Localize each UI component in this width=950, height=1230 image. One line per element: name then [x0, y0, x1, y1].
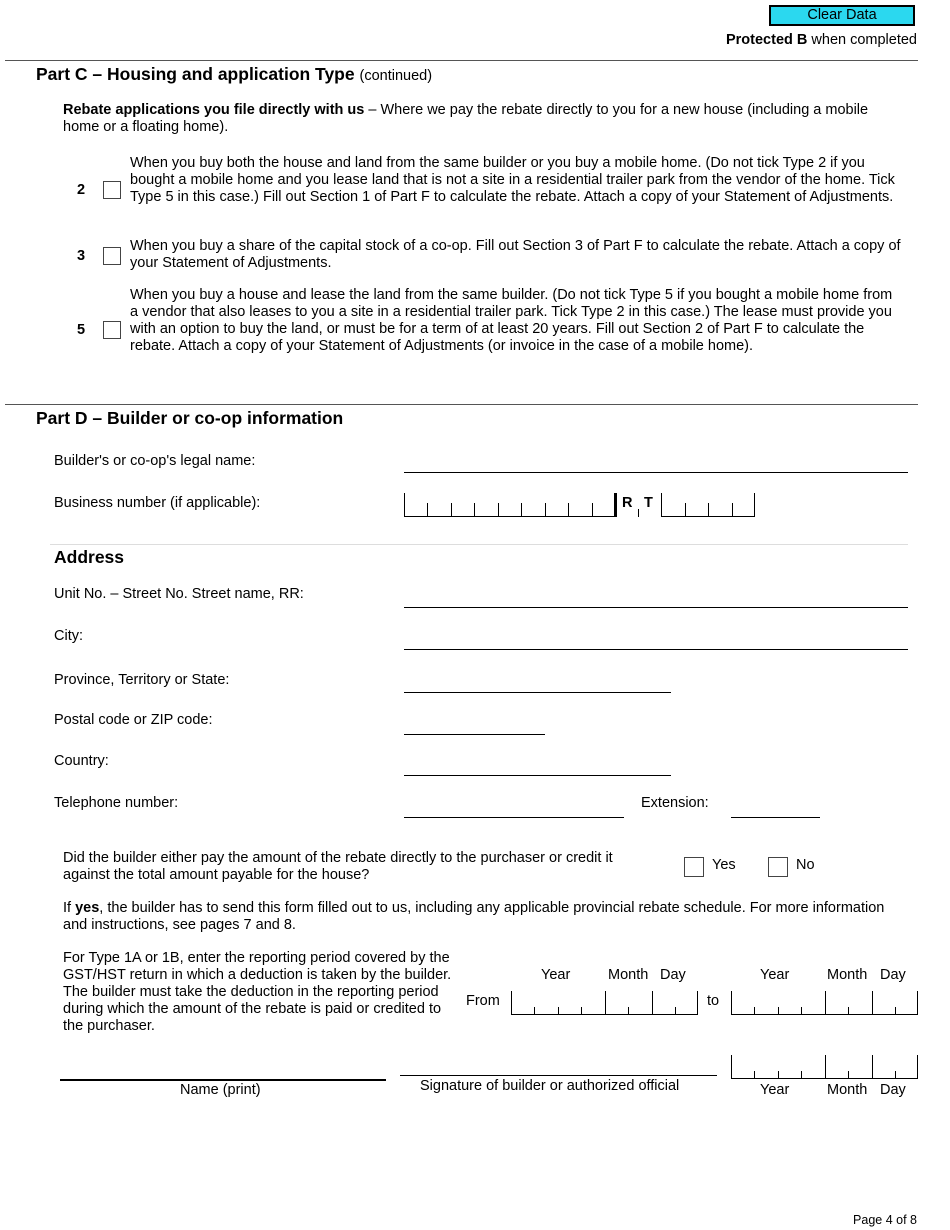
to-date-field[interactable] — [731, 991, 918, 1015]
if-yes-text: , the builder has to send this form filled out to us, including any applicable provincial rebate schedule. For more information and instructions, see pages 7 and 8. — [63, 900, 885, 933]
to-month-label: Month — [827, 967, 868, 983]
extension-label: Extension: — [641, 795, 709, 811]
from-date-field[interactable] — [511, 991, 698, 1015]
type-1-reporting-instructions: For Type 1A or 1B, enter the reporting period covered by the GST/HST return in which a deduction is taken by the builder. The builder must take the deduction in the reporting period during which the amount of the rebate is paid or credited to the purchaser. — [63, 950, 452, 1034]
bn-digits-box — [404, 493, 615, 517]
no-checkbox[interactable] — [768, 857, 788, 877]
bn-t-label: T — [644, 495, 653, 511]
type-3-description: When you buy a share of the capital stock of a co-op. Fill out Section 3 of Part F to calculate the rebate. Attach a copy of your Statement of Adjustments. — [130, 238, 901, 271]
protected-b-notice — [726, 32, 917, 49]
from-month-label: Month — [608, 967, 649, 983]
signature-year-label: Year — [760, 1082, 790, 1098]
signature-label: Signature of builder or authorized official — [420, 1078, 680, 1094]
country-field[interactable] — [404, 775, 671, 776]
divider — [5, 60, 918, 61]
if-yes-instructions — [63, 900, 893, 934]
divider — [5, 404, 918, 405]
street-field[interactable] — [404, 607, 908, 608]
telephone-label: Telephone number: — [54, 795, 179, 811]
type-2-number: 2 — [77, 182, 86, 198]
business-number-field[interactable] — [404, 493, 755, 517]
clear-data-button[interactable]: Clear Data — [769, 5, 915, 26]
type-5-description: When you buy a house and lease the land from the same builder. (Do not tick Type 5 if you bought a mobile home from a vendor that also leases to you a site in a residential trailer park. Tick Type 2 in this case.) The lease must provide you with an option to buy the land, or must be for a term of at least 20 years. Fill out Section 2 of Part F to calculate the rebate. Attach a copy of your Statement of Adjustments (or invoice in the case of a mobile home). — [130, 287, 893, 354]
type-5-number: 5 — [77, 322, 86, 338]
signature-day-label: Day — [880, 1082, 906, 1098]
to-label: to — [707, 993, 720, 1009]
protected-b-suffix: when completed — [811, 32, 917, 48]
part-c-intro-text: – Where we pay the rebate directly to you for a new house (including a mobile home or a floating home). — [63, 102, 869, 135]
yes-checkbox[interactable] — [684, 857, 704, 877]
divider — [50, 544, 908, 545]
type-3-checkbox[interactable] — [103, 247, 121, 265]
part-c-intro — [63, 102, 893, 136]
country-label: Country: — [54, 753, 109, 769]
legal-name-field[interactable] — [404, 472, 908, 473]
province-field[interactable] — [404, 692, 671, 693]
from-year-label: Year — [541, 967, 571, 983]
signature-date-field[interactable] — [731, 1055, 918, 1079]
if-yes-bold: yes — [75, 900, 100, 916]
type-2-description: When you buy both the house and land from the same builder or you buy a mobile home. (Do not tick Type 2 if you bought a mobile home and you lease land that is not a site in a residential trailer park from the vendor of the home. Tick Type 5 in this case.) Fill out Section 1 of Part F to calculate the rebate. Attach a copy of your Statement of Adjustments. — [130, 155, 895, 205]
protected-b-label: Protected B — [725, 32, 808, 48]
to-day-label: Day — [880, 967, 906, 983]
part-c-continued: (continued) — [359, 68, 433, 84]
yes-label: Yes — [712, 857, 736, 873]
to-year-label: Year — [760, 967, 790, 983]
part-c-intro-bold: Rebate applications you file directly with us — [63, 102, 365, 118]
postal-code-label: Postal code or ZIP code: — [54, 712, 213, 728]
signature-field[interactable] — [400, 1075, 717, 1076]
from-day-label: Day — [660, 967, 686, 983]
name-print-label: Name (print) — [180, 1082, 261, 1098]
signature-month-label: Month — [827, 1082, 868, 1098]
type-2-checkbox[interactable] — [103, 181, 121, 199]
postal-code-field[interactable] — [404, 734, 545, 735]
bn-r-label: R — [622, 495, 633, 511]
type-5-checkbox[interactable] — [103, 321, 121, 339]
part-c-title-text: Part C – Housing and application Type — [36, 64, 355, 84]
type-3-number: 3 — [77, 248, 86, 264]
extension-field[interactable] — [731, 817, 820, 818]
if-yes-prefix: If — [63, 900, 72, 916]
street-label: Unit No. – Street No. Street name, RR: — [54, 586, 304, 602]
province-label: Province, Territory or State: — [54, 672, 230, 688]
city-field[interactable] — [404, 649, 908, 650]
name-print-field[interactable] — [60, 1079, 386, 1081]
part-c-title — [36, 66, 432, 85]
legal-name-label: Builder's or co-op's legal name: — [54, 453, 256, 469]
no-label: No — [796, 857, 815, 873]
telephone-field[interactable] — [404, 817, 624, 818]
part-d-title: Part D – Builder or co-op information — [36, 408, 344, 428]
address-heading: Address — [54, 547, 125, 567]
payment-question: Did the builder either pay the amount of the rebate directly to the purchaser or credit it against the total amount payable for the house? — [63, 850, 613, 883]
business-number-label: Business number (if applicable): — [54, 495, 261, 511]
from-label: From — [466, 993, 500, 1009]
city-label: City: — [54, 628, 83, 644]
page-number: Page 4 of 8 — [853, 1213, 917, 1227]
